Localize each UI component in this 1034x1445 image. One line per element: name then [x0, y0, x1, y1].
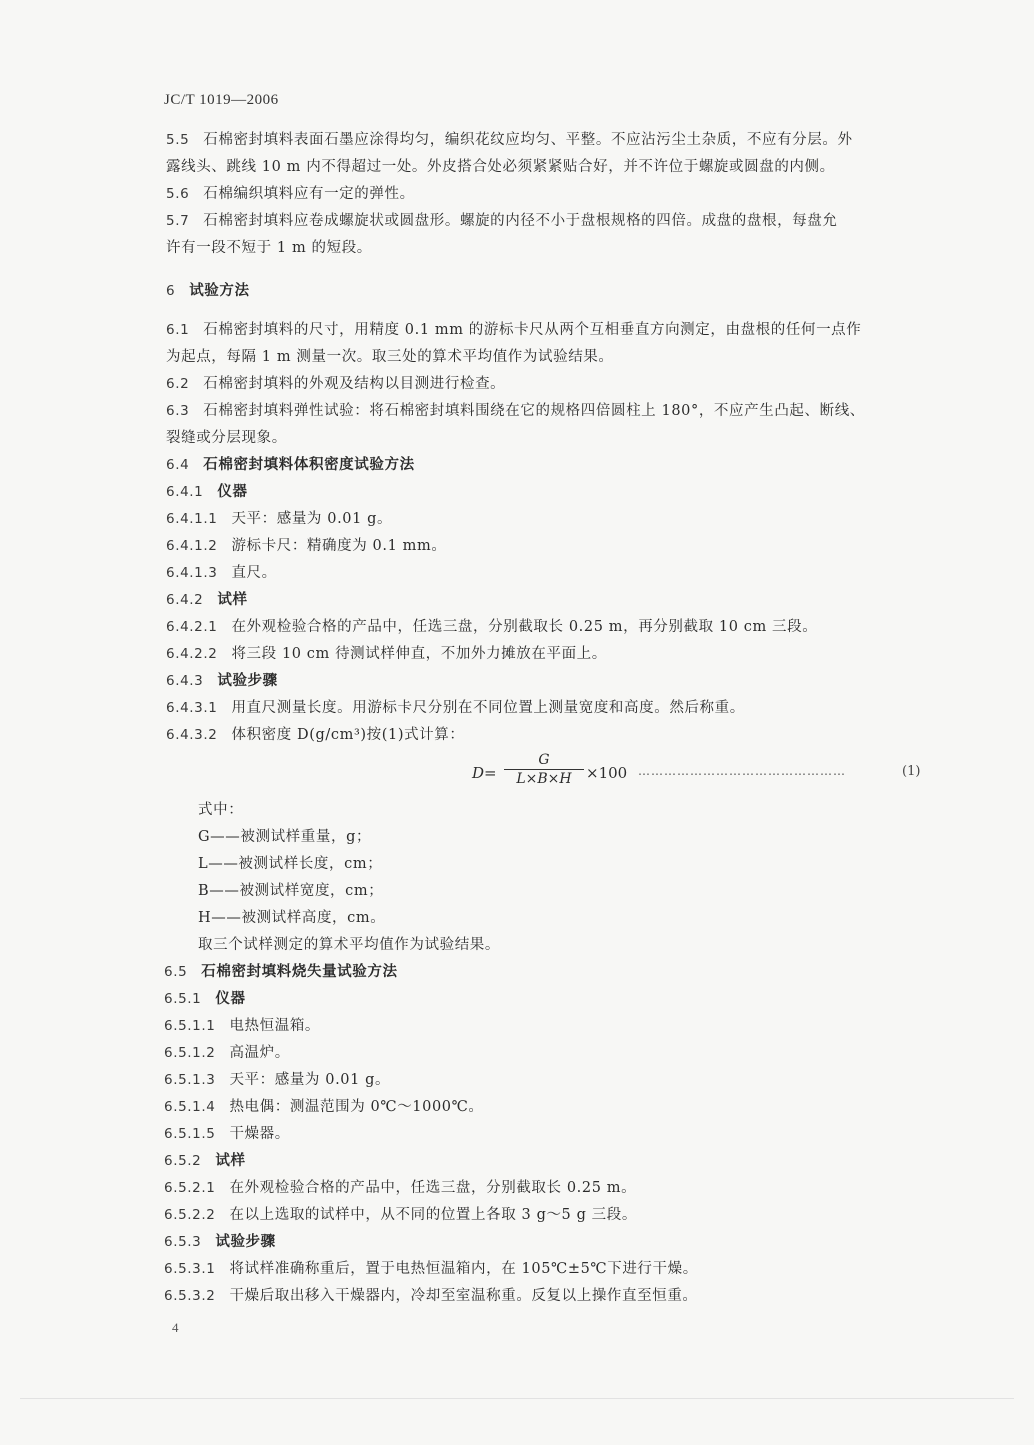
clause-text: 干燥后取出移入干燥器内，冷却至室温称重。反复以上操作直至恒重。: [229, 1288, 698, 1304]
text-line: [166, 320, 936, 340]
clause-number: 6: [166, 283, 176, 299]
clause-text: 石棉密封填料体积密度试验方法: [203, 456, 415, 473]
legend-line: [198, 935, 968, 955]
clause-text: 石棉编织填料应有一定的弹性。: [203, 186, 415, 202]
formula-denominator: L×B×H: [516, 771, 572, 787]
text-line: [166, 509, 936, 529]
clause-number: 6.5.3.2: [164, 1288, 216, 1304]
clause-number: 5.7: [166, 213, 190, 229]
clause-number: 6.4.2.2: [166, 646, 218, 662]
legend-line: [198, 827, 968, 847]
clause-text: 石棉密封填料弹性试验：将石棉密封填料围绕在它的规格四倍圆柱上 180°，不应产生凸起、断线、: [203, 403, 865, 419]
clause-number: 6.4.1.3: [166, 565, 218, 581]
clause-text: 为起点，每隔 1 m 测量一次。取三处的算术平均值作为试验结果。: [166, 349, 614, 365]
clause-text: 天平：感量为 0.01 g。: [229, 1072, 391, 1088]
text-line: [166, 698, 936, 718]
fraction-bar: [504, 769, 584, 770]
clause-number: 6.4.2: [166, 592, 204, 608]
clause-number: 6.5.2.2: [164, 1207, 216, 1223]
clause-number: 6.4.1: [166, 484, 204, 500]
text-line: [166, 238, 936, 258]
clause-text: 试验步骤: [217, 672, 278, 689]
clause-text: 热电偶：测温范围为 0℃～1000℃。: [229, 1099, 484, 1115]
text-line: [164, 1016, 934, 1036]
clause-text: 在以上选取的试样中，从不同的位置上各取 3 g～5 g 三段。: [229, 1207, 637, 1223]
text-line: [166, 455, 936, 475]
text-line: [164, 1070, 934, 1090]
clause-text: 游标卡尺：精确度为 0.1 mm。: [231, 538, 447, 554]
legend-line: [198, 908, 968, 928]
text-line: [166, 374, 936, 394]
clause-text: 在外观检验合格的产品中，任选三盘，分别截取长 0.25 m，再分别截取 10 cm 三段。: [231, 619, 818, 635]
formula-lhs: D=: [472, 764, 497, 782]
formula-numerator: G: [538, 752, 550, 768]
text-line: [166, 482, 936, 502]
clause-number: 6.2: [166, 376, 190, 392]
text-line: [166, 428, 936, 448]
text-line: [164, 1259, 934, 1279]
clause-text: 干燥器。: [229, 1126, 290, 1142]
text-line: [166, 617, 936, 637]
clause-number: 6.3: [166, 403, 190, 419]
clause-text: 将试样准确称重后，置于电热恒温箱内，在 105℃±5℃下进行干燥。: [229, 1261, 698, 1277]
text-line: [166, 671, 936, 691]
clause-text: 许有一段不短于 1 m 的短段。: [166, 240, 372, 256]
clause-text: 仪器: [217, 483, 248, 500]
clause-number: 6.5.3: [164, 1234, 202, 1250]
clause-number: 6.5.3.1: [164, 1261, 216, 1277]
clause-text: 将三段 10 cm 待测试样伸直，不加外力摊放在平面上。: [231, 646, 607, 662]
clause-number: 6.5.1.5: [164, 1126, 216, 1142]
text-line: [164, 1232, 934, 1252]
text-line: [166, 157, 936, 177]
formula-leader-dots: …………………………………………: [638, 764, 846, 778]
text-line: [166, 590, 936, 610]
clause-number: 6.5.1.1: [164, 1018, 216, 1034]
text-line: [166, 130, 936, 150]
page-number: 4: [172, 1320, 179, 1335]
text-line: [164, 962, 934, 982]
legend-line: [198, 800, 968, 820]
density-formula: [472, 752, 942, 796]
clause-text: 石棉密封填料应卷成螺旋状或圆盘形。螺旋的内径不小于盘根规格的四倍。成盘的盘根，每盘允: [203, 213, 838, 229]
clause-number: 6.4.3.2: [166, 727, 218, 743]
clause-number: 6.4.1.1: [166, 511, 218, 527]
clause-text: 式中：: [198, 802, 244, 818]
text-line: [164, 1097, 934, 1117]
clause-text: 试验步骤: [215, 1233, 276, 1250]
clause-number: 6.5.1.4: [164, 1099, 216, 1115]
clause-text: B——被测试样宽度，cm；: [198, 883, 384, 899]
clause-text: 体积密度 D(g/cm³)按(1)式计算：: [231, 727, 465, 743]
clause-number: 6.1: [166, 322, 190, 338]
legend-line: [198, 854, 968, 874]
clause-number: 6.5.1: [164, 991, 202, 1007]
clause-text: 试验方法: [189, 282, 250, 299]
text-line: [166, 211, 936, 231]
clause-text: 在外观检验合格的产品中，任选三盘，分别截取长 0.25 m。: [229, 1180, 637, 1196]
clause-number: 6.5.1.2: [164, 1045, 216, 1061]
clause-text: 石棉密封填料烧失量试验方法: [201, 963, 398, 980]
text-line: [166, 281, 936, 301]
scan-edge-line: [20, 1398, 1014, 1399]
text-line: [164, 1286, 934, 1306]
text-line: [166, 563, 936, 583]
clause-text: 裂缝或分层现象。: [166, 430, 287, 446]
clause-number: 6.5: [164, 964, 188, 980]
clause-text: 试样: [215, 1152, 246, 1169]
clause-text: 取三个试样测定的算术平均值作为试验结果。: [198, 937, 500, 953]
clause-number: 6.5.2.1: [164, 1180, 216, 1196]
clause-text: L——被测试样长度，cm；: [198, 856, 383, 872]
clause-text: 石棉密封填料的外观及结构以目测进行检查。: [203, 376, 506, 392]
clause-number: 6.5.2: [164, 1153, 202, 1169]
text-line: [166, 536, 936, 556]
clause-text: 高温炉。: [229, 1045, 290, 1061]
text-line: [164, 1205, 934, 1225]
clause-text: 直尺。: [231, 565, 277, 581]
clause-text: H——被测试样高度，cm。: [198, 910, 386, 926]
clause-text: G——被测试样重量，g；: [198, 829, 372, 845]
formula-fraction: [504, 752, 584, 787]
clause-number: 6.4.3: [166, 673, 204, 689]
clause-number: 6.5.1.3: [164, 1072, 216, 1088]
clause-text: 石棉密封填料表面石墨应涂得均匀，编织花纹应均匀、平整。不应沾污尘土杂质，不应有分层。外: [203, 132, 853, 148]
text-line: [164, 1178, 934, 1198]
clause-number: 6.4: [166, 457, 190, 473]
clause-number: 6.4.2.1: [166, 619, 218, 635]
clause-text: 露线头、跳线 10 m 内不得超过一处。外皮搭合处必须紧紧贴合好，并不许位于螺旋或圆盘的内侧。: [166, 159, 835, 175]
clause-number: 6.4.3.1: [166, 700, 218, 716]
clause-number: 5.5: [166, 132, 190, 148]
clause-number: 6.4.1.2: [166, 538, 218, 554]
clause-text: 石棉密封填料的尺寸，用精度 0.1 mm 的游标卡尺从两个互相垂直方向测定，由盘根的任何一点作: [203, 322, 862, 338]
text-line: [166, 644, 936, 664]
text-line: [166, 725, 936, 745]
legend-line: [198, 881, 968, 901]
text-line: [164, 1043, 934, 1063]
clause-text: 用直尺测量长度。用游标卡尺分别在不同位置上测量宽度和高度。然后称重。: [231, 700, 745, 716]
clause-number: 5.6: [166, 186, 190, 202]
text-line: [166, 401, 936, 421]
clause-text: 电热恒温箱。: [229, 1018, 321, 1034]
text-line: [164, 989, 934, 1009]
clause-text: 天平：感量为 0.01 g。: [231, 511, 393, 527]
text-line: [164, 1151, 934, 1171]
clause-text: 仪器: [215, 990, 246, 1007]
text-line: [164, 1124, 934, 1144]
clause-text: 试样: [217, 591, 248, 608]
standard-code: JC/T 1019—2006: [164, 92, 279, 108]
text-line: [166, 347, 936, 367]
equation-number: (1): [902, 764, 921, 779]
formula-rhs: ×100: [586, 764, 628, 782]
text-line: [166, 184, 936, 204]
